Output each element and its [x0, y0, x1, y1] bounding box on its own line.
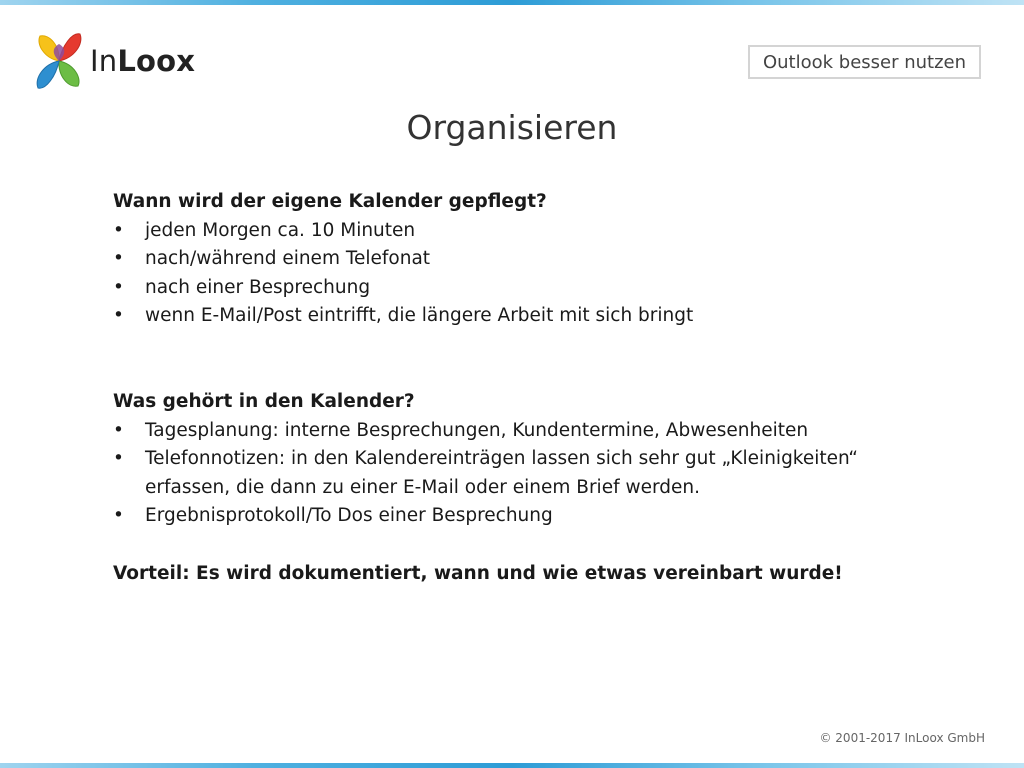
- bullet-icon: •: [113, 305, 124, 327]
- section2-heading: Was gehört in den Kalender?: [113, 390, 415, 412]
- section2-list: [113, 417, 913, 531]
- spacer: [113, 531, 913, 560]
- bottom-accent-stripe: [0, 763, 1024, 768]
- logo-wordmark: [90, 44, 195, 78]
- inloox-logo: [34, 30, 195, 92]
- slide-content: [113, 188, 913, 589]
- page-title: Organisieren: [406, 108, 618, 147]
- list-item: [113, 502, 913, 531]
- section1-list: [113, 217, 913, 331]
- list-item-text: jeden Morgen ca. 10 Minuten: [145, 219, 416, 241]
- list-item: [113, 274, 913, 303]
- list-item: [113, 445, 913, 502]
- flower-logo-icon: [34, 30, 84, 92]
- logo-text-loox: Loox: [117, 44, 196, 78]
- bullet-icon: •: [113, 219, 124, 241]
- tagline-box: Outlook besser nutzen: [748, 45, 981, 79]
- conclusion-text: Vorteil: Es wird dokumentiert, wann und wie etwas vereinbart wurde!: [113, 562, 843, 584]
- list-item: [113, 217, 913, 246]
- list-item: [113, 245, 913, 274]
- top-accent-stripe: [0, 0, 1024, 5]
- bullet-icon: •: [113, 419, 124, 441]
- bullet-icon: •: [113, 276, 124, 298]
- spacer: [113, 331, 913, 388]
- bullet-icon: •: [113, 448, 124, 470]
- bullet-icon: •: [113, 248, 124, 270]
- section1-heading: Wann wird der eigene Kalender gepflegt?: [113, 191, 547, 212]
- list-item-text: Tagesplanung: interne Besprechungen, Kundentermine, Abwesenheiten: [145, 419, 809, 441]
- list-item-text: nach einer Besprechung: [145, 276, 371, 298]
- list-item-text: Ergebnisprotokoll/To Dos einer Besprechung: [145, 505, 553, 527]
- bullet-icon: •: [113, 505, 124, 527]
- list-item: [113, 417, 913, 446]
- copyright-footer: © 2001-2017 InLoox GmbH: [819, 731, 985, 745]
- list-item-text: nach/während einem Telefonat: [145, 248, 431, 270]
- list-item-text: Telefonnotizen: in den Kalendereinträgen lassen sich sehr gut „Kleinigkeiten“ erfassen, die dann zu einer E-Mail oder einem Brief werden.: [145, 448, 858, 498]
- logo-text-in: In: [90, 44, 118, 78]
- list-item: [113, 302, 913, 331]
- list-item-text: wenn E-Mail/Post eintrifft, die längere Arbeit mit sich bringt: [145, 305, 694, 327]
